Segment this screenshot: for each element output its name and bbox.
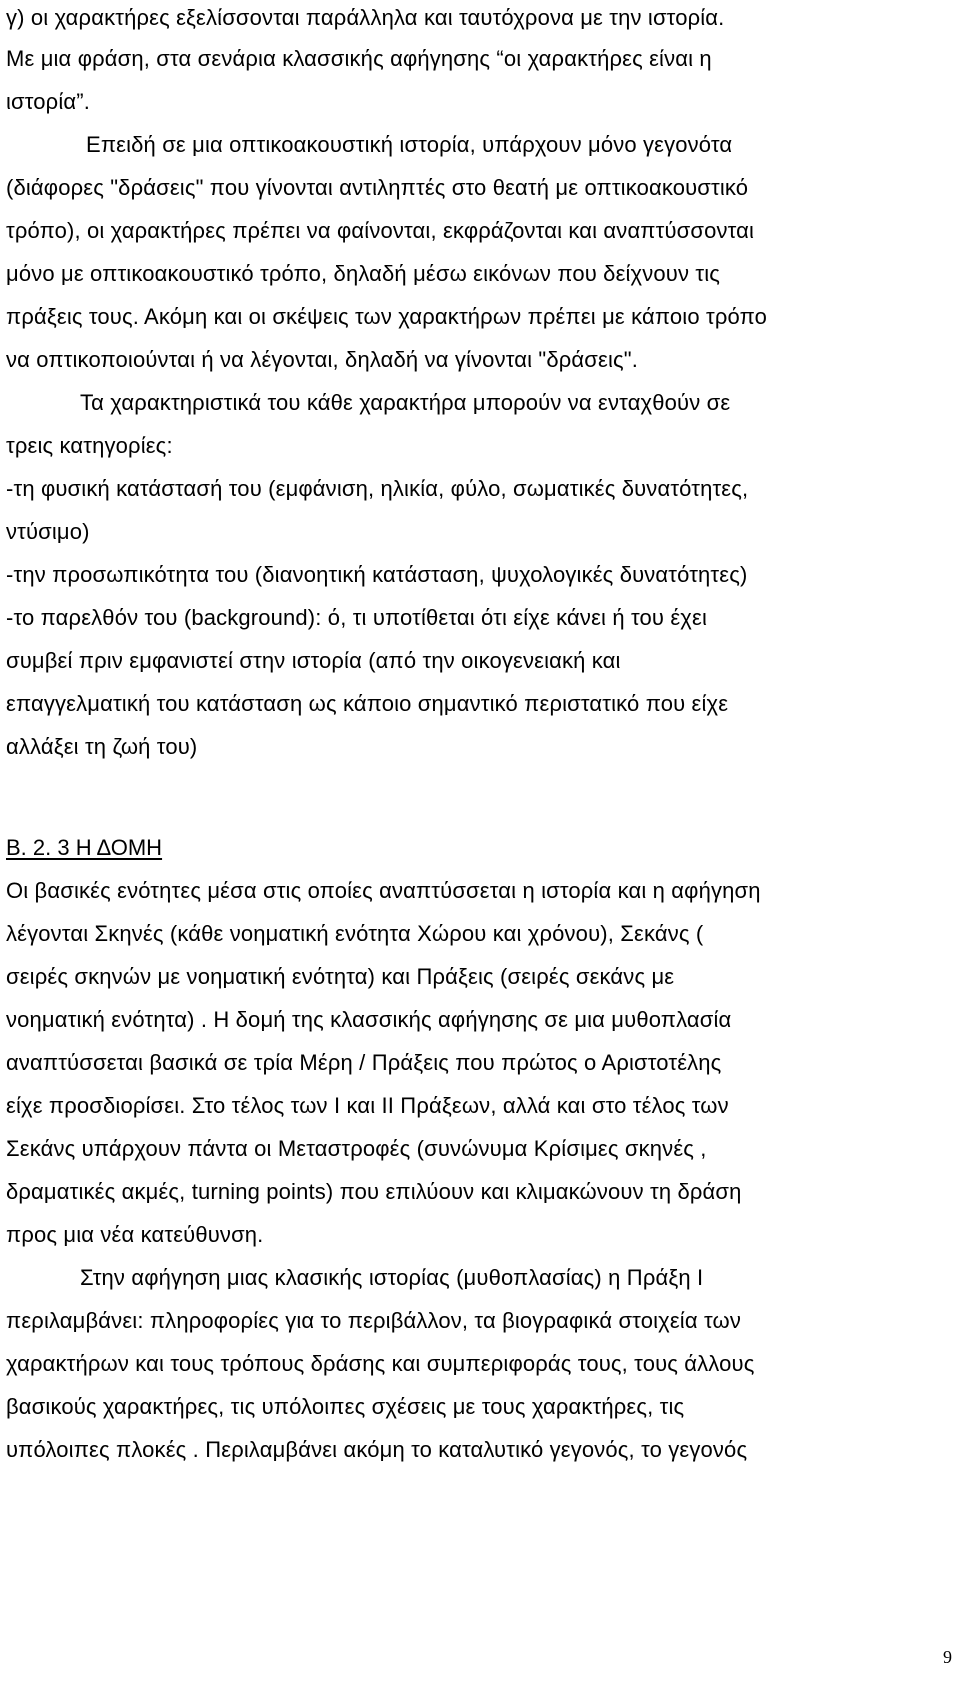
text-line: προς μια νέα κατεύθυνση.	[6, 1222, 264, 1247]
text-line: ντύσιμο)	[6, 519, 90, 544]
text-line: πράξεις τους. Ακόμη και οι σκέψεις των χαρακτήρων πρέπει με κάποιο τρόπο	[6, 304, 767, 329]
text-line: περιλαμβάνει: πληροφορίες για το περιβάλλον, τα βιογραφικά στοιχεία των	[6, 1308, 741, 1333]
text-line: μόνο με οπτικοακουστικό τρόπο, δηλαδή μέσω εικόνων που δείχνουν τις	[6, 261, 721, 286]
text-line: υπόλοιπες πλοκές . Περιλαμβάνει ακόμη το καταλυτικό γεγονός, το γεγονός	[6, 1437, 748, 1462]
text-line: (διάφορες "δράσεις" που γίνονται αντιληπτές στο θεατή με οπτικοακουστικό	[6, 175, 749, 200]
text-line: συμβεί πριν εμφανιστεί στην ιστορία (από την οικογενειακή και	[6, 648, 621, 673]
text-line: Σεκάνς υπάρχουν πάντα οι Μεταστροφές (συνώνυμα Κρίσιμες σκηνές ,	[6, 1136, 707, 1161]
text-line: τρόπο), οι χαρακτήρες πρέπει να φαίνονται, εκφράζονται και αναπτύσσονται	[6, 218, 755, 243]
text-line: αναπτύσσεται βασικά σε τρία Μέρη / Πράξεις που πρώτος ο Αριστοτέλης	[6, 1050, 722, 1075]
text-line: δραματικές ακμές, turning points) που επιλύουν και κλιμακώνουν τη δράση	[6, 1179, 742, 1204]
text-line: γ) οι χαρακτήρες εξελίσσονται παράλληλα και ταυτόχρονα με την ιστορία.	[6, 5, 725, 30]
text-line: Στην αφήγηση μιας κλασικής ιστορίας (μυθοπλασίας) η Πράξη Ι	[80, 1265, 704, 1290]
text-line: -το παρελθόν του (background): ό, τι υποτίθεται ότι είχε κάνει ή του έχει	[6, 605, 707, 630]
text-line: είχε προσδιορίσει. Στο τέλος των Ι και ΙΙ Πράξεων, αλλά και στο τέλος των	[6, 1093, 729, 1118]
text-line: -την προσωπικότητα του (διανοητική κατάσταση, ψυχολογικές δυνατότητες)	[6, 562, 748, 587]
text-line: Επειδή σε μια οπτικοακουστική ιστορία, υπάρχουν μόνο γεγονότα	[86, 132, 733, 157]
text-line: σειρές σκηνών με νοηματική ενότητα) και Πράξεις (σειρές σεκάνς με	[6, 964, 675, 989]
text-line: Οι βασικές ενότητες μέσα στις οποίες αναπτύσσεται η ιστορία και η αφήγηση	[6, 878, 761, 903]
text-line: -τη φυσική κατάστασή του (εμφάνιση, ηλικία, φύλο, σωματικές δυνατότητες,	[6, 476, 749, 501]
text-line: λέγονται Σκηνές (κάθε νοηματική ενότητα Χώρου και χρόνου), Σεκάνς (	[6, 921, 704, 946]
text-line: αλλάξει τη ζωή του)	[6, 734, 198, 759]
section-heading: Β. 2. 3 Η ΔΟΜΗ	[6, 835, 163, 860]
text-line: χαρακτήρων και τους τρόπους δράσης και συμπεριφοράς τους, τους άλλους	[6, 1351, 755, 1376]
text-line: Με μια φράση, στα σενάρια κλασσικής αφήγησης “οι χαρακτήρες είναι η	[6, 46, 712, 71]
page-number: 9	[943, 1647, 952, 1667]
text-line: επαγγελματική του κατάσταση ως κάποιο σημαντικό περιστατικό που είχε	[6, 691, 729, 716]
text-line: Τα χαρακτηριστικά του κάθε χαρακτήρα μπορούν να ενταχθούν σε	[80, 390, 731, 415]
text-line: ιστορία”.	[6, 89, 90, 114]
text-line: να οπτικοποιούνται ή να λέγονται, δηλαδή να γίνονται "δράσεις".	[6, 347, 639, 372]
text-line: τρεις κατηγορίες:	[6, 433, 173, 458]
text-line: βασικούς χαρακτήρες, τις υπόλοιπες σχέσεις με τους χαρακτήρες, τις	[6, 1394, 685, 1419]
text-line: νοηματική ενότητα) . Η δομή της κλασσικής αφήγησης σε μια μυθοπλασία	[6, 1007, 732, 1032]
